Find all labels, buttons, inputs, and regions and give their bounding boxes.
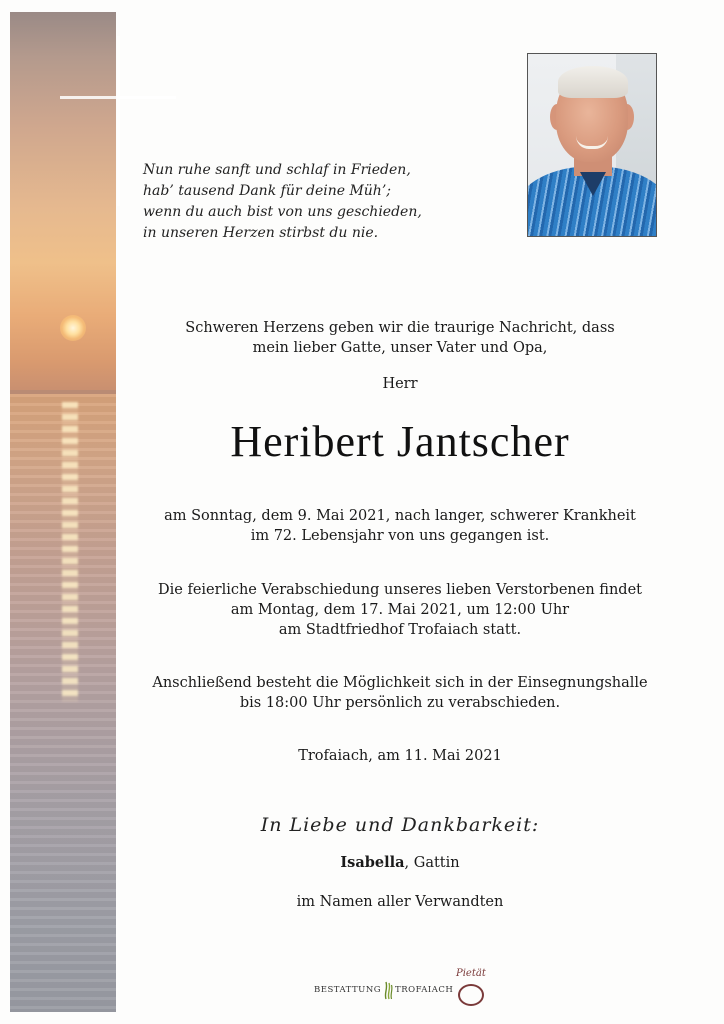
cross-vertical-bar: [117, 36, 120, 206]
poem-line: in unseren Herzen stirbst du nie.: [143, 225, 379, 241]
death-notice: [120, 506, 680, 546]
death-line: im 72. Lebensjahr von uns gegangen ist.: [250, 528, 550, 544]
sun: [60, 315, 86, 341]
ceremony-line: Die feierliche Verabschiedung unseres lieben Verstorbenen findet: [158, 582, 642, 598]
flame-icon: [383, 980, 393, 1000]
portrait-photo: [527, 53, 657, 237]
memorial-poem: [143, 160, 463, 244]
poem-line: wenn du auch bist von uns geschieden,: [143, 204, 422, 220]
ceremony-line: am Stadtfriedhof Trofaiach statt.: [278, 622, 522, 638]
pietaet-circle-icon: [458, 984, 484, 1006]
ceremony-line: am Montag, dem 17. Mai 2021, um 12:00 Uhr: [230, 602, 570, 618]
intro-line: mein lieber Gatte, unser Vater und Opa,: [252, 340, 548, 356]
signer-name: Isabella: [340, 854, 405, 871]
signer: [120, 853, 680, 873]
family-line: im Namen aller Verwandten: [296, 894, 504, 910]
funeral-home-logo: [314, 980, 453, 1000]
hair: [558, 66, 628, 98]
pietaet-logo: [450, 968, 500, 1008]
poem-line: Nun ruhe sanft und schlaf in Frieden,: [143, 162, 411, 178]
death-line: am Sonntag, dem 9. Mai 2021, nach langer, schwerer Krankheit: [164, 508, 636, 524]
viewing-info: [120, 673, 680, 713]
logo-text-right: TROFAIACH: [395, 985, 454, 995]
viewing-line: Anschließend besteht die Möglichkeit sich in der Einsegnungshalle: [152, 675, 648, 691]
footer-logos: [300, 968, 520, 1008]
closing-phrase: In Liebe und Dankbarkeit:: [260, 814, 540, 836]
sun-reflection: [62, 402, 78, 702]
pietaet-text: Pietät: [456, 968, 486, 979]
sunset-sea-image: [10, 12, 116, 1012]
viewing-line: bis 18:00 Uhr persönlich zu verabschieden.: [239, 695, 561, 711]
poem-line: hab’ tausend Dank für deine Müh’;: [143, 183, 391, 199]
signer-role: , Gattin: [404, 855, 460, 871]
deceased-name: Heribert Jantscher: [230, 417, 570, 466]
ceremony-info: [120, 580, 680, 640]
intro-text: [120, 318, 680, 358]
logo-text-left: BESTATTUNG: [314, 985, 382, 995]
place-and-date: Trofaiach, am 11. Mai 2021: [298, 748, 502, 764]
intro-line: Schweren Herzens geben wir die traurige Nachricht, dass: [185, 320, 615, 336]
salutation: Herr: [382, 376, 418, 392]
